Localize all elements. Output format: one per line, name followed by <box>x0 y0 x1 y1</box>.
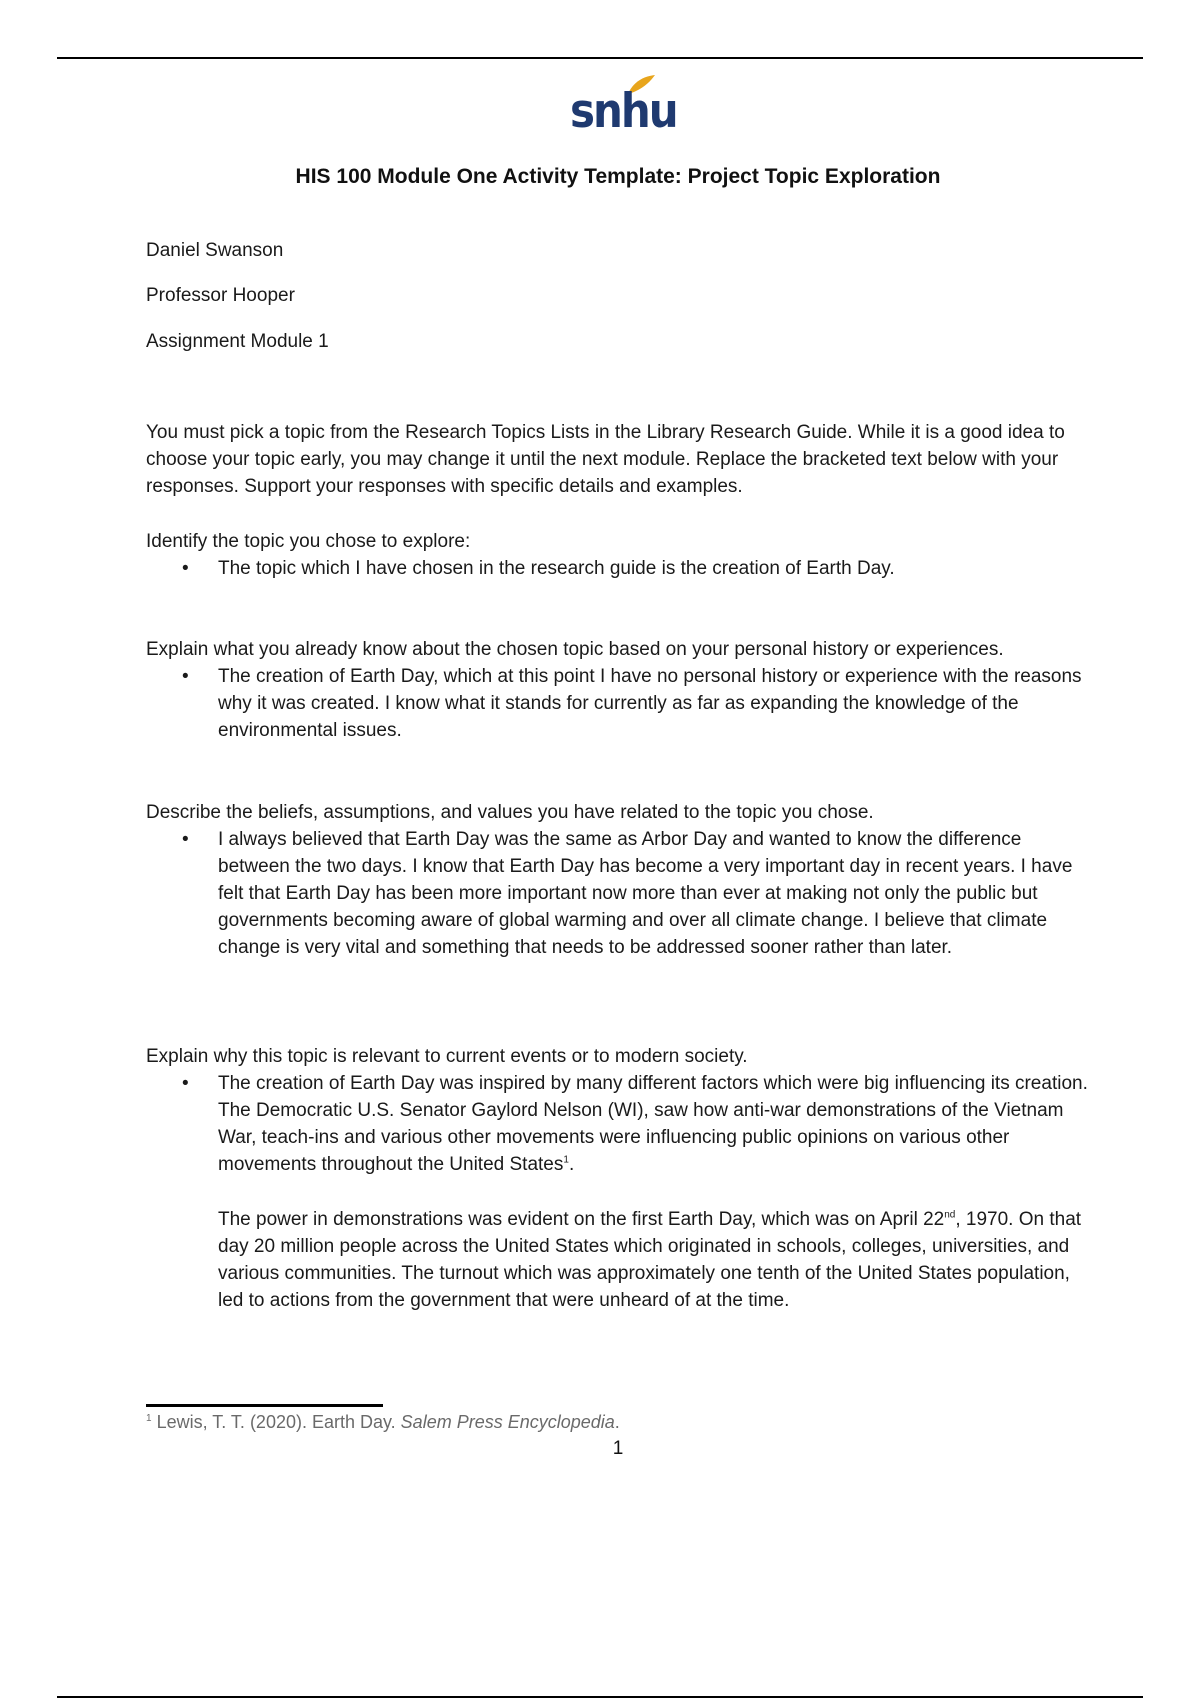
prompt-identify-topic: Identify the topic you chose to explore: <box>146 531 471 552</box>
snhu-logo <box>570 74 677 144</box>
footnote-reference[interactable]: 1 <box>563 1154 569 1166</box>
list-item <box>182 826 1092 961</box>
list-item <box>182 1070 1092 1178</box>
list-item <box>182 663 1092 744</box>
footnote-end: . <box>614 1412 620 1432</box>
relevance-paragraph-a: The power in demonstrations was evident on the first Earth Day, which was on April 22 <box>218 1209 945 1230</box>
relevance-paragraph-b: , 1970. On that day 20 million people across the United States which originated in schools, colleges, universities, and various communities. The turnout which was approximately one tenth of the United States population, led to actions from the government that were unheard of at the time. <box>218 1209 1082 1311</box>
answer-relevance-text: The creation of Earth Day was inspired by many different factors which were big influencing its creation. The Democratic U.S. Senator Gaylord Nelson (WI), saw how anti-war demonstrations of the Vietnam War, teach-ins and various other movements were influencing public opinions on various other movements throughout the United States <box>218 1073 1088 1175</box>
prompt-relevance: Explain why this topic is relevant to current events or to modern society. <box>146 1046 748 1067</box>
answer-relevance <box>218 1070 1092 1178</box>
page-number: 1 <box>612 1438 624 1459</box>
footnote-source: Salem Press Encyclopedia <box>400 1412 615 1432</box>
prompt-beliefs: Describe the beliefs, assumptions, and values you have related to the topic you chose. <box>146 802 874 823</box>
answer-already-know: The creation of Earth Day, which at this point I have no personal history or experience with the reasons why it was created. I know what it stands for currently as far as expanding the knowledge of the environmental issues. <box>218 666 1082 741</box>
answer-relevance-end: . <box>568 1154 575 1175</box>
footnote-mark: 1 <box>146 1413 152 1424</box>
bullet-icon: • <box>182 1073 189 1094</box>
bottom-rule <box>57 1696 1143 1698</box>
answer-beliefs: I always believed that Earth Day was the same as Arbor Day and wanted to know the difference between the two days. I know that Earth Day has become a very important day in recent years. I have felt that Earth Day has been more important now more than ever at making not only the public but governments becoming aware of global warming and over all climate change. I believe that climate change is very vital and something that needs to be addressed sooner rather than later. <box>218 829 1073 958</box>
intro-paragraph: You must pick a topic from the Research Topics Lists in the Library Research Guide. While it is a good idea to choose your topic early, you may change it until the next module. Replace the bracketed text below with your responses. Support your responses with specific details and examples. <box>146 422 1065 497</box>
prompt-already-know: Explain what you already know about the chosen topic based on your personal history or experiences. <box>146 639 1004 660</box>
professor-name: Professor Hooper <box>146 285 295 306</box>
ordinal-suffix: nd <box>944 1209 956 1221</box>
top-rule <box>57 57 1143 59</box>
bullet-icon: • <box>182 666 189 687</box>
bullet-icon: • <box>182 558 189 579</box>
student-name: Daniel Swanson <box>146 240 284 261</box>
footnote-separator <box>146 1404 383 1407</box>
assignment-label: Assignment Module 1 <box>146 331 329 352</box>
logo-text: snhu <box>570 83 677 139</box>
document-title: HIS 100 Module One Activity Template: Project Topic Exploration <box>295 165 941 188</box>
answer-identify-topic: The topic which I have chosen in the research guide is the creation of Earth Day. <box>218 558 895 579</box>
relevance-paragraph <box>218 1206 1098 1314</box>
bullet-icon: • <box>182 829 189 850</box>
list-item <box>182 555 1092 582</box>
footnote <box>146 1412 620 1433</box>
footnote-text: Lewis, T. T. (2020). Earth Day. <box>151 1412 401 1432</box>
